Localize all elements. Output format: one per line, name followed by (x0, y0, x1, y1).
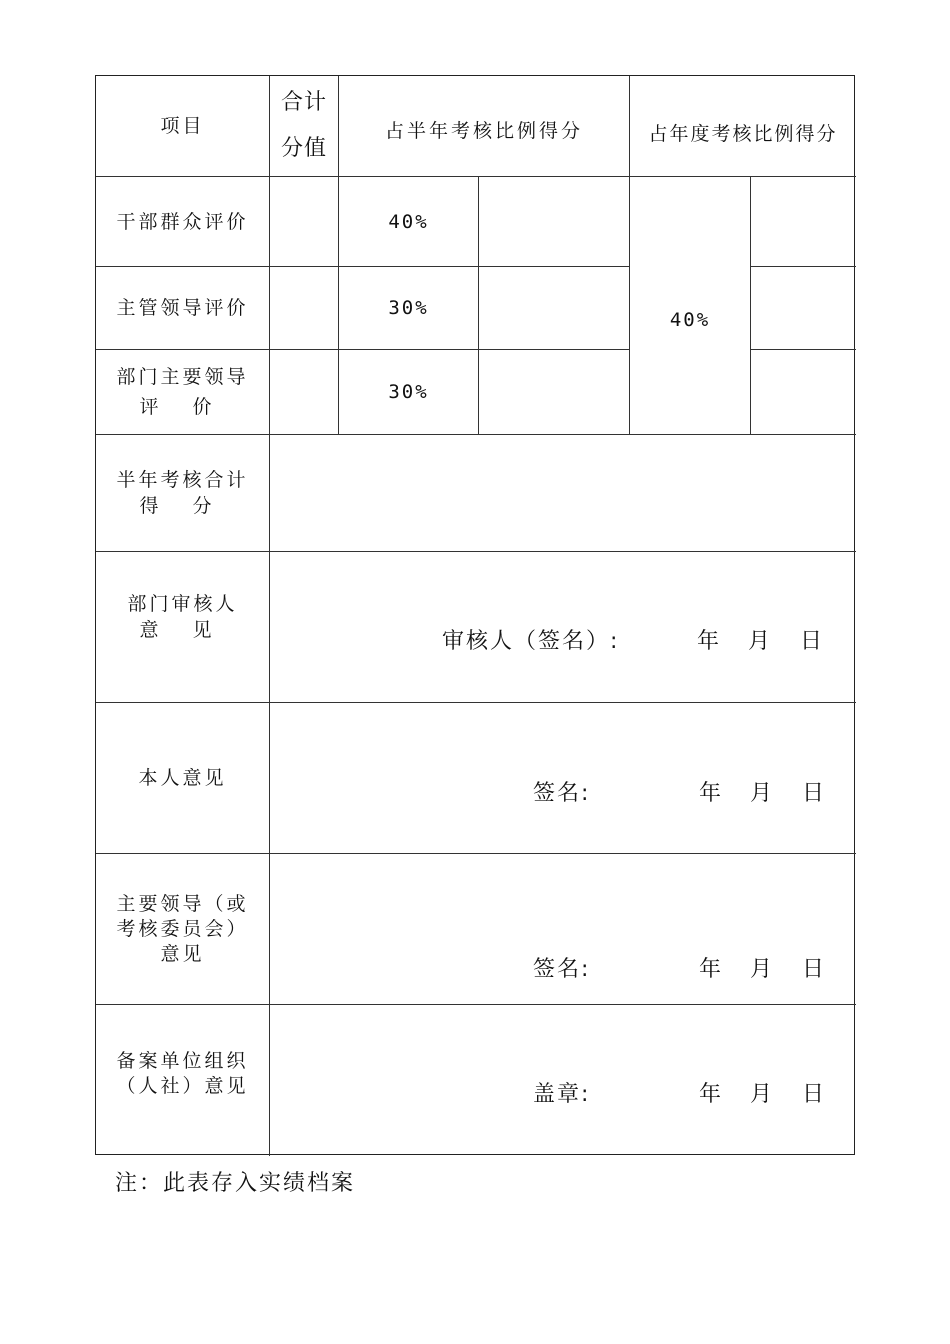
date-year: 年 (697, 629, 722, 654)
date-month: 月 (750, 957, 775, 982)
row-divider (750, 349, 856, 350)
dept-review-line1: 部门审核人 (127, 593, 238, 615)
header-annual-ratio-text: 占年度考核比例得分 (648, 123, 838, 145)
date-year: 年 (699, 1082, 724, 1107)
header-total-line1: 合计 (280, 90, 327, 115)
dept-review-label (96, 552, 269, 702)
dept-review-line2: 意 见 (139, 619, 226, 641)
date-day: 日 (802, 957, 827, 982)
row-percent-text: 30% (388, 381, 429, 403)
leader-opinion-line2: 考核委员会） (116, 917, 249, 940)
half-year-total-line1: 半年考核合计 (116, 469, 249, 491)
row-percent (339, 177, 478, 266)
row-divider (750, 266, 856, 267)
col-divider (478, 176, 479, 434)
leader-opinion-line1: 主要领导（或 (116, 892, 249, 915)
leader-opinion-line3: 意见 (160, 942, 205, 965)
row-percent (339, 267, 478, 349)
header-annual-ratio (630, 76, 856, 192)
filing-opinion-signer: 盖章: (533, 1082, 591, 1107)
row-percent-text: 40% (388, 210, 429, 233)
row-label (96, 177, 269, 266)
date-year: 年 (699, 957, 724, 982)
date-month: 月 (750, 781, 775, 806)
assessment-form-table (95, 75, 855, 1155)
header-total-line2: 分值 (280, 136, 327, 161)
header-item (96, 76, 269, 176)
row-label-line2: 评 价 (139, 396, 226, 418)
date-year: 年 (699, 781, 724, 806)
annual-percent (630, 177, 750, 434)
header-half-year-ratio (339, 76, 629, 186)
row-label (96, 350, 269, 434)
col-divider (269, 76, 270, 1156)
row-label-line1: 部门主要领导 (116, 366, 249, 388)
col-divider (750, 176, 751, 434)
self-opinion-label (96, 703, 269, 853)
header-item-text: 项目 (160, 115, 205, 137)
header-half-year-ratio-text: 占半年考核比例得分 (384, 120, 583, 142)
annual-percent-text: 40% (669, 308, 711, 331)
half-year-total-label (96, 435, 269, 551)
date-month: 月 (748, 629, 773, 654)
row-percent-text: 30% (388, 297, 429, 319)
row-percent (339, 350, 478, 434)
filing-opinion-label (96, 1005, 269, 1155)
date-month: 月 (750, 1082, 775, 1107)
date-day: 日 (802, 1082, 827, 1107)
row-label-text: 干部群众评价 (116, 210, 249, 233)
self-opinion-label-text: 本人意见 (138, 767, 227, 789)
filing-opinion-line2: （人社）意见 (116, 1075, 249, 1097)
header-total (270, 76, 338, 176)
row-label (96, 267, 269, 349)
footnote: 注：此表存入实绩档案 (115, 1171, 356, 1196)
row-label-text: 主管领导评价 (116, 297, 249, 319)
leader-opinion-label (96, 854, 269, 1004)
half-year-total-line2: 得 分 (139, 495, 226, 517)
date-day: 日 (802, 781, 827, 806)
date-day: 日 (800, 629, 825, 654)
self-opinion-signer: 签名: (533, 781, 591, 806)
leader-opinion-signer: 签名: (533, 957, 591, 982)
filing-opinion-line1: 备案单位组织 (116, 1050, 249, 1072)
dept-review-signer: 审核人（签名）: (442, 629, 620, 654)
